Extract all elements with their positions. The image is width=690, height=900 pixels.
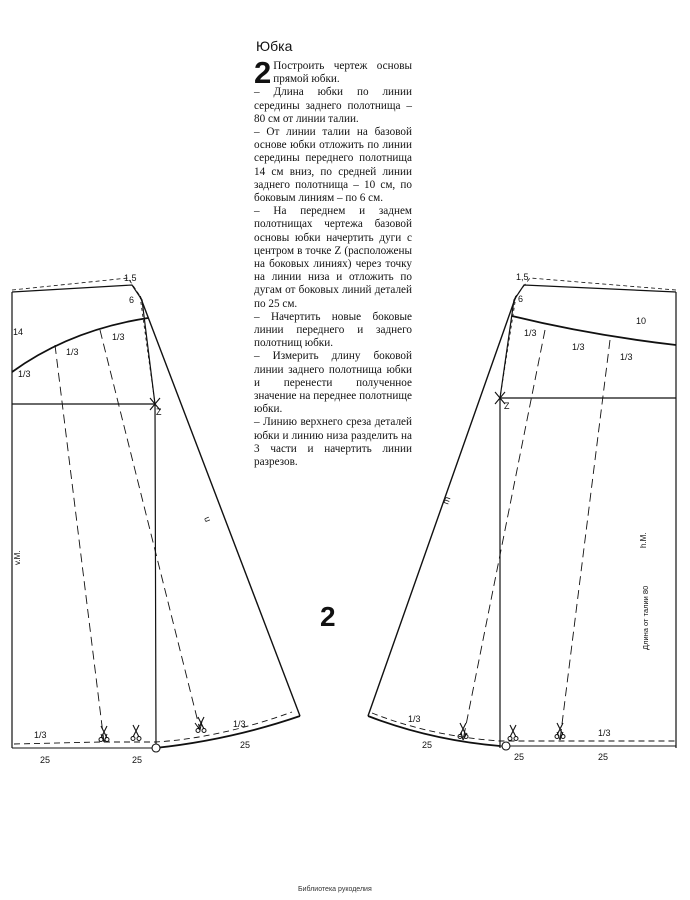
front-hem-mid-label: 25	[132, 755, 143, 765]
back-hem-mid-label: 25	[514, 752, 525, 762]
figure-number: 2	[320, 601, 336, 632]
front-third-hem-2: 1/3	[233, 719, 246, 729]
back-hem-arc	[368, 716, 500, 746]
back-side-mark: m	[440, 495, 453, 506]
front-dashed-top	[12, 278, 140, 296]
step-number: 2	[254, 55, 272, 90]
back-third-hem-2: 1/3	[598, 728, 611, 738]
front-third-label-1: 1/3	[18, 369, 31, 379]
front-hem-dashed	[14, 712, 292, 744]
instruction-paragraph: – Линию верхнего среза деталей юбки и линию низа разделить на 3 части и начертить линии разрезов.	[254, 416, 412, 469]
back-third-label-1: 1/3	[524, 328, 537, 338]
back-dashed-top	[516, 278, 676, 296]
front-point-z-label: Z	[156, 407, 162, 417]
instruction-paragraph: – Длина юбки по линии середины заднего полотнища – 80 см от линии талии.	[254, 86, 412, 125]
back-center-drop-label: 10	[636, 316, 647, 326]
front-center-drop-label: 14	[13, 327, 24, 337]
back-third-label-3: 1/3	[620, 352, 633, 362]
front-top-offset-label: 1,5	[124, 273, 137, 283]
instruction-paragraph: – На переднем и заднем полотнищах чертежа базовой основы юбки начертить дуги с центром в точке Z (расположены на боковых линиях) через точку на линии низа и отложить по дугам от боковых линий деталей по 25 см.	[254, 205, 412, 310]
front-side-mark: u	[202, 515, 214, 524]
front-outline	[12, 285, 156, 748]
back-third-label-2: 1/3	[572, 342, 585, 352]
front-yoke-curve	[12, 318, 148, 372]
back-outline	[500, 285, 676, 748]
front-hem-arc	[155, 716, 300, 748]
front-third-label-2: 1/3	[66, 347, 79, 357]
back-hem-right-label: 25	[598, 752, 609, 762]
back-center-mark: h.M.	[639, 532, 648, 548]
back-hem-left-label: 25	[422, 740, 433, 750]
front-hem-point	[152, 744, 160, 752]
back-third-hem-1: 1/3	[408, 714, 421, 724]
front-side-drop-label: 6	[129, 295, 135, 305]
back-length-note: Длина от талии 80	[641, 585, 650, 650]
back-panel	[368, 272, 676, 762]
front-cut-line-2	[100, 330, 200, 730]
back-top-offset-label: 1,5	[516, 272, 529, 282]
instruction-paragraph: Построить чертеж основы прямой юбки.	[273, 60, 412, 86]
instruction-paragraph: – От линии талии на базовой основе юбки отложить по линии середины переднего полотнища 14 см вниз, по средней линии заднего полотнища – 10 см, по боковым линиям – по 6 см.	[254, 126, 412, 205]
front-third-label-3: 1/3	[112, 332, 125, 342]
instruction-text	[254, 55, 412, 469]
footer-caption: Библиотека рукоделия	[298, 886, 372, 893]
front-third-hem-1: 1/3	[34, 730, 47, 740]
back-point-z-label: Z	[504, 401, 510, 411]
instruction-paragraph: – Измерить длину боковой линии заднего полотнища юбки и перенести полученное значение на переднее полотнище юбки.	[254, 350, 412, 416]
front-hem-right-label: 25	[240, 740, 251, 750]
back-cut-line-2	[560, 340, 610, 740]
front-center-mark: v.M.	[13, 550, 22, 565]
instruction-paragraph: – Начертить новые боковые линии переднего и заднего полотнищ юбки.	[254, 310, 412, 350]
back-yoke-curve	[512, 316, 676, 345]
section-heading: Юбка	[256, 38, 293, 54]
back-side-drop-label: 6	[518, 294, 524, 304]
back-hem-point	[502, 742, 510, 750]
front-hem-left-label: 25	[40, 755, 51, 765]
back-cut-line-1	[463, 330, 545, 740]
